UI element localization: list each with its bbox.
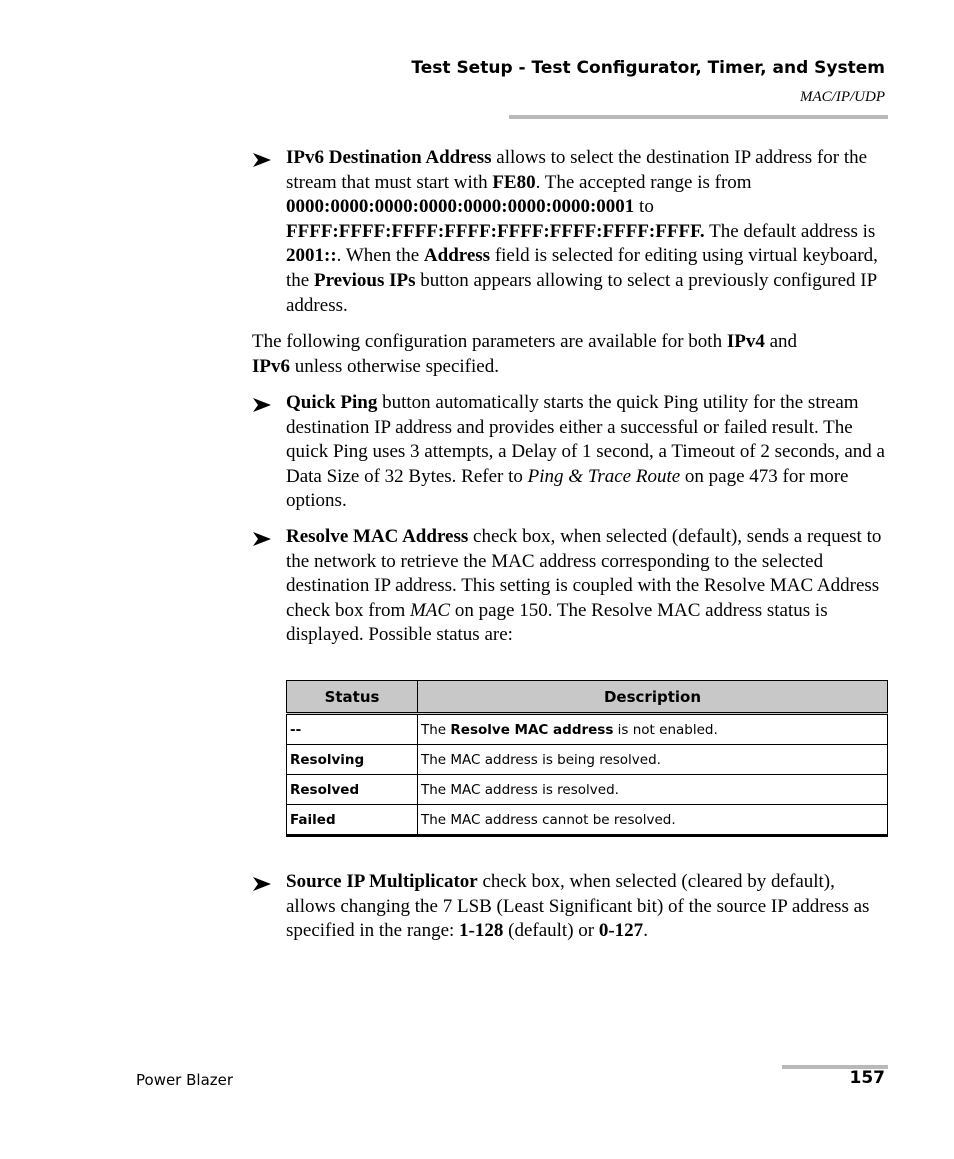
description-cell: The Resolve MAC address is not enabled. [418, 714, 888, 745]
bullet-arrow-icon [252, 152, 276, 170]
ping-trace-route-link[interactable]: Ping & Trace Route [527, 465, 681, 487]
resolve-mac-status-table [286, 680, 888, 837]
status-cell: Resolving [287, 745, 418, 775]
status-cell: Resolved [287, 775, 418, 805]
table-row [287, 805, 888, 836]
column-header-status: Status [287, 681, 418, 714]
term-quick-ping: Quick Ping [286, 392, 378, 413]
table-row [287, 745, 888, 775]
bullet-quick-ping: Quick Ping button automatically starts the quick Ping utility for the stream destination IP address and provides either a successful or failed result. The quick Ping uses 3 attempts, a Delay of 1 second, a Timeout of 2 seconds, and a Data Size of 32 Bytes. Refer to Ping & Trace Route on page 473 for more options. [286, 392, 885, 512]
bullet-arrow-icon [252, 531, 276, 549]
term-source-ip-multiplicator: Source IP Multiplicator [286, 871, 478, 892]
term-resolve-mac-address: Resolve MAC Address [286, 526, 469, 547]
status-cell: -- [287, 714, 418, 745]
running-header-subtitle: MAC/IP/UDP [800, 89, 885, 105]
status-cell: Failed [287, 805, 418, 836]
bullet-arrow-icon [252, 397, 276, 415]
running-header-title: Test Setup - Test Configurator, Timer, and System [411, 58, 885, 78]
mac-link[interactable]: MAC [409, 599, 451, 621]
bullet-arrow-icon [252, 876, 276, 894]
footer-product-name: Power Blazer [136, 1071, 234, 1089]
header-divider [509, 115, 888, 119]
intro-paragraph: The following configuration parameters are available for both IPv4 and IPv6 unless otherwise specified. [252, 331, 798, 377]
bullet-resolve-mac-address: Resolve MAC Address check box, when selected (default), sends a request to the network to retrieve the MAC address corresponding to the selected destination IP address. This setting is coupled with the Resolve MAC Address check box from MAC on page 150. The Resolve MAC address status is displayed. Possible status are: [286, 526, 882, 646]
bullet-source-ip-multiplicator: Source IP Multiplicator check box, when selected (cleared by default), allows changing the 7 LSB (Least Significant bit) of the source IP address as specified in the range: 1-128 (default) or 0-127. [286, 871, 870, 942]
description-cell: The MAC address cannot be resolved. [418, 805, 888, 836]
bullet-ipv6-destination-address: IPv6 Destination Address allows to select the destination IP address for the stream that must start with FE80. The accepted range is from 0000:0000:0000:0000:0000:0000:0000:0001 to FFFF:FFFF:FFFF:FFFF:FFFF:FFFF:FFFF:FFFF. The default address is 2001::. When the Address field is selected for editing using virtual keyboard, the Previous IPs button appears allowing to select a previously configured IP address. [286, 147, 878, 316]
page-number: 157 [849, 1068, 885, 1088]
table-row [287, 775, 888, 805]
column-header-description: Description [418, 681, 888, 714]
table-row [287, 714, 888, 745]
term-ipv6-destination-address: IPv6 Destination Address [286, 147, 492, 168]
description-cell: The MAC address is resolved. [418, 775, 888, 805]
description-cell: The MAC address is being resolved. [418, 745, 888, 775]
table-header-row [287, 681, 888, 714]
